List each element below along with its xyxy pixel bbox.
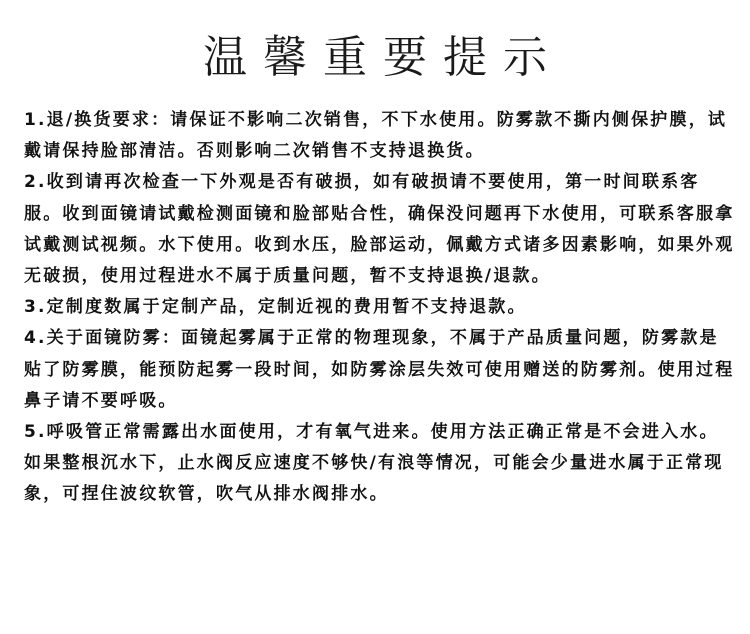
- notice-item-1: 1.退/换货要求：请保证不影响二次销售，不下水使用。防雾款不撕内侧保护膜，试戴请保持脸部清洁。否则影响二次销售不支持退换货。: [24, 110, 728, 162]
- notice-item-5: 5.呼吸管正常需露出水面使用，才有氧气进来。使用方法正确正常是不会进入水。如果整根沉水下，止水阀反应速度不够快/有浪等情况，可能会少量进水属于正常现象，可捏住波纹软管，吹气从排水阀排水。: [24, 422, 724, 505]
- page-title: 温馨重要提示: [203, 32, 563, 83]
- notice-list: [24, 105, 736, 511]
- notice-item-4: 4.关于面镜防雾：面镜起雾属于正常的物理现象，不属于产品质量问题，防雾款是贴了防雾膜，能预防起雾一段时间，如防雾涂层失效可使用赠送的防雾剂。使用过程鼻子请不要呼吸。: [24, 328, 735, 411]
- notice-item-3: 3.定制度数属于定制产品，定制近视的费用暂不支持退款。: [24, 297, 527, 318]
- notice-item-2: 2.收到请再次检查一下外观是否有破损，如有破损请不要使用，第一时间联系客服。收到面镜请试戴检测面镜和脸部贴合性，确保没问题再下水使用，可联系客服拿试戴测试视频。水下使用。收到水压，脸部运动，佩戴方式诸多因素影响，如果外观无破损，使用过程进水不属于质量问题，暂不支持退换/退款。: [24, 172, 735, 287]
